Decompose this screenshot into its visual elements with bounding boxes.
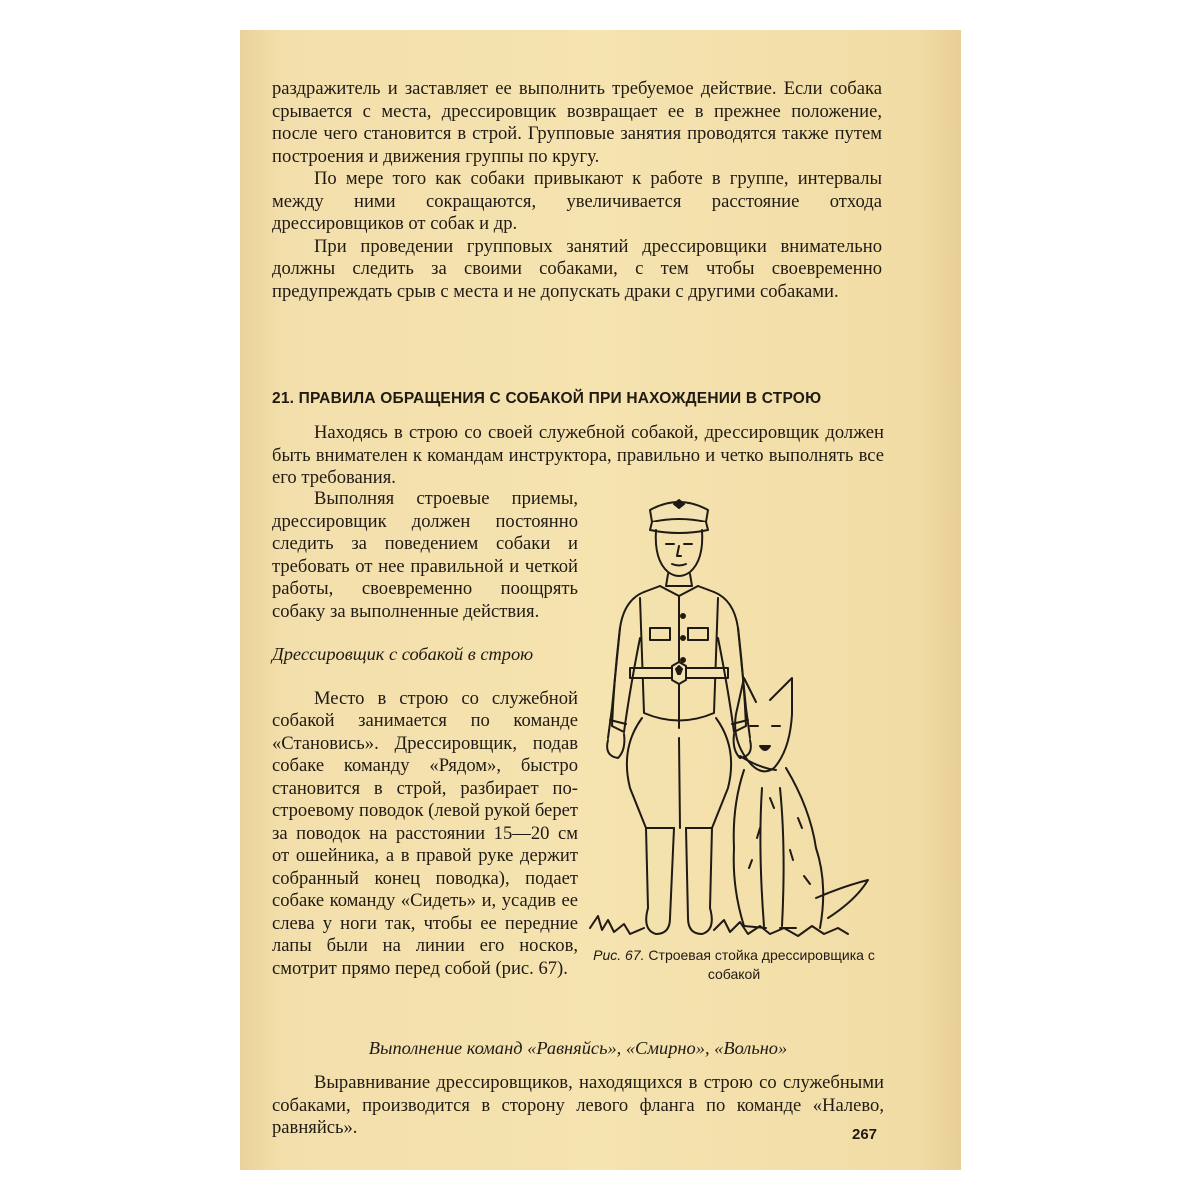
subheading: Выполнение команд «Равняйсь», «Смирно», «Вольно» [368,1038,788,1058]
page-number: 267 [852,1126,878,1143]
subheading: Дрессировщик с собакой в строю [272,644,534,664]
paragraph: Место в строю со служебной собакой занимается по команде «Становись». Дрессировщик, подав собаке команду «Рядом», быстро становится в строй, разбирает по-строевому поводок (левой рукой берет за поводок на расстоянии 15—20 см от ошейника, а в правой руке держит собранный конец поводка), подает собаке команду «Сидеть» и, усадив ее слева у ноги так, чтобы ее передние лапы были на линии его носков, смотрит прямо перед собой (рис. 67). [272,687,578,979]
top-text-block [272,78,882,303]
figure-label: Рис. 67. [593,947,645,963]
figure-caption [584,946,884,984]
figure-illustration [584,488,884,948]
paragraph: Выполняя строевые приемы, дрессировщик должен постоянно следить за поведением собаки и требовать от нее правильной и четкой работы, своевременно поощрять собаку за выполненные действия. [272,488,578,622]
figure-caption-text: Строевая стойка дрессировщика с собакой [648,947,875,982]
section-heading: 21. ПРАВИЛА ОБРАЩЕНИЯ С СОБАКОЙ ПРИ НАХОЖДЕНИИ В СТРОЮ [272,390,822,407]
intro-block [272,422,884,490]
left-column [272,488,578,980]
paragraph: При проведении групповых занятий дрессировщики внимательно должны следить за своими собаками, с тем чтобы своевременно предупреждать срыв с места и не допускать драки с другими собаками. [272,235,882,302]
paragraph: Выравнивание дрессировщиков, находящихся в строю со служебными собаками, производится в сторону левого фланга по команде «Налево, равняйсь». [272,1072,884,1138]
handler-and-dog-illustration [584,488,884,948]
paragraph: Находясь в строю со своей служебной собакой, дрессировщик должен быть внимателен к командам инструктора, правильно и четко выполнять все его требования. [272,422,884,488]
book-page [240,30,961,1170]
bottom-text-block [272,1072,884,1140]
paragraph-continued: раздражитель и заставляет ее выполнить требуемое действие. Если собака срывается с места, дрессировщик возвращает ее в прежнее положение, после чего становится в строй. Групповые занятия проводятся также путем построения и движения группы по кругу. [272,78,882,167]
paragraph: По мере того как собаки привыкают к работе в группе, интервалы между ними сокращаются, увеличивается расстояние отхода дрессировщиков от собак и др. [272,168,882,234]
